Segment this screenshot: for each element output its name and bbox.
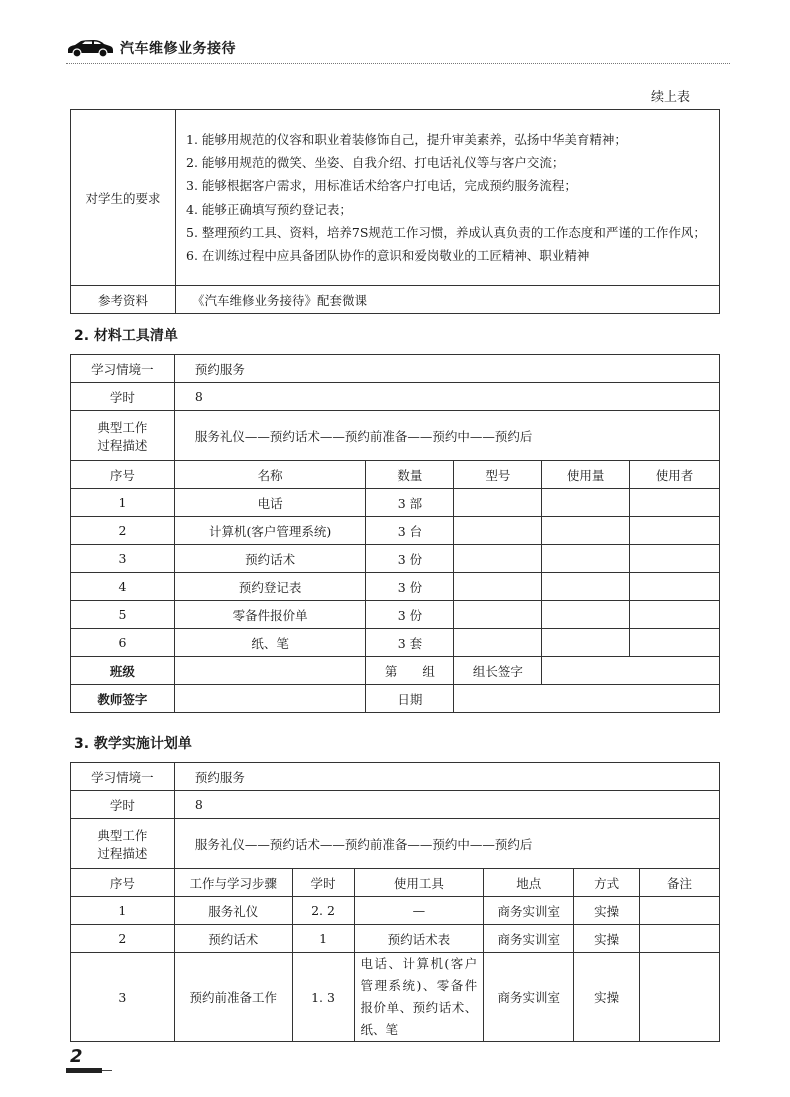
hours-label: 学时 <box>71 791 175 819</box>
requirement-item: 4. 能够正确填写预约登记表； <box>186 201 352 217</box>
cell: 电话、计算机(客户管理系统)、零备件报价单、预约话术、纸、笔 <box>354 953 484 1042</box>
continued-label: 续上表 <box>650 90 690 105</box>
hours-value: 8 <box>174 791 719 819</box>
cell: 1 <box>292 925 354 953</box>
cell: 电话 <box>174 489 366 517</box>
cell: 纸、笔 <box>174 629 366 657</box>
cell <box>454 601 542 629</box>
cell: 预约话术 <box>174 545 366 573</box>
cell: 3 份 <box>366 545 454 573</box>
cell <box>630 573 720 601</box>
table-row <box>71 573 720 601</box>
column-header: 方式 <box>574 869 640 897</box>
process-label-line: 过程描述 <box>97 845 148 861</box>
hours-label: 学时 <box>71 383 175 411</box>
column-header: 学时 <box>292 869 354 897</box>
teaching-plan-table <box>70 762 720 1042</box>
cell: 商务实训室 <box>484 897 574 925</box>
table-row <box>71 517 720 545</box>
cell <box>454 545 542 573</box>
cell <box>542 573 630 601</box>
cell: 2. 2 <box>292 897 354 925</box>
cell <box>630 489 720 517</box>
process-label <box>71 819 175 869</box>
cell: 2 <box>71 925 175 953</box>
cell: 3 部 <box>366 489 454 517</box>
requirements-table <box>70 109 720 314</box>
cell <box>640 897 720 925</box>
class-label: 班级 <box>71 657 175 685</box>
cell: 商务实训室 <box>484 925 574 953</box>
cell <box>630 517 720 545</box>
requirement-item: 3. 能够根据客户需求，用标准话术给客户打电话，完成预约服务流程； <box>186 178 577 194</box>
teacher-signature-label: 教师签字 <box>71 685 175 713</box>
group-label: 第 组 <box>366 657 454 685</box>
cell: 实操 <box>574 953 640 1042</box>
cell <box>542 545 630 573</box>
table-row <box>71 897 720 925</box>
column-header: 备注 <box>640 869 720 897</box>
cell: 零备件报价单 <box>174 601 366 629</box>
cell: 预约话术 <box>174 925 292 953</box>
header-divider <box>66 63 730 64</box>
column-header: 地点 <box>484 869 574 897</box>
reference-label: 参考资料 <box>71 286 176 314</box>
column-header: 使用量 <box>542 461 630 489</box>
column-header: 序号 <box>71 869 175 897</box>
cell: 3 <box>71 545 175 573</box>
table-header-row <box>71 461 720 489</box>
requirements-label: 对学生的要求 <box>71 110 176 286</box>
page-header <box>66 36 730 62</box>
header-title: 汽车维修业务接待 <box>120 41 236 57</box>
cell <box>542 601 630 629</box>
page-number: 2 <box>70 1046 83 1067</box>
situation-label: 学习情境一 <box>71 355 175 383</box>
table-row <box>71 925 720 953</box>
process-label-line: 过程描述 <box>97 437 148 453</box>
cell: 计算机(客户管理系统) <box>174 517 366 545</box>
column-header: 使用工具 <box>354 869 484 897</box>
column-header: 数量 <box>366 461 454 489</box>
cell <box>630 601 720 629</box>
table-row <box>71 545 720 573</box>
cell: 实操 <box>574 925 640 953</box>
cell <box>630 545 720 573</box>
cell: 1. 3 <box>292 953 354 1042</box>
cell: — <box>354 897 484 925</box>
page-number-bar-tail <box>102 1070 112 1071</box>
cell: 3 套 <box>366 629 454 657</box>
page-number-bar <box>66 1068 102 1073</box>
column-header: 工作与学习步骤 <box>174 869 292 897</box>
cell: 预约登记表 <box>174 573 366 601</box>
cell: 服务礼仪 <box>174 897 292 925</box>
process-label <box>71 411 175 461</box>
cell: 6 <box>71 629 175 657</box>
cell <box>454 517 542 545</box>
cell <box>640 925 720 953</box>
table-row <box>71 629 720 657</box>
car-icon <box>66 38 114 58</box>
section-title-materials: 2. 材料工具清单 <box>74 328 178 344</box>
cell <box>454 489 542 517</box>
requirement-item: 6. 在训练过程中应具备团队协作的意识和爱岗敬业的工匠精神、职业精神 <box>186 247 590 263</box>
column-header: 型号 <box>454 461 542 489</box>
cell: 3 份 <box>366 601 454 629</box>
cell: 1 <box>71 897 175 925</box>
date-value <box>454 685 720 713</box>
leader-signature-label: 组长签字 <box>454 657 542 685</box>
column-header: 使用者 <box>630 461 720 489</box>
hours-value: 8 <box>174 383 719 411</box>
materials-table <box>70 354 720 713</box>
cell <box>630 629 720 657</box>
cell <box>542 489 630 517</box>
cell <box>640 953 720 1042</box>
requirement-item: 2. 能够用规范的微笑、坐姿、自我介绍、打电话礼仪等与客户交流； <box>186 155 565 171</box>
table-row <box>71 953 720 1042</box>
cell <box>454 629 542 657</box>
cell: 2 <box>71 517 175 545</box>
teacher-signature-value <box>174 685 366 713</box>
date-label: 日期 <box>366 685 454 713</box>
cell: 3 份 <box>366 573 454 601</box>
table-row <box>71 601 720 629</box>
situation-value: 预约服务 <box>174 763 719 791</box>
cell: 1 <box>71 489 175 517</box>
section-title-plan: 3. 教学实施计划单 <box>74 736 192 752</box>
cell: 实操 <box>574 897 640 925</box>
cell: 3 <box>71 953 175 1042</box>
table-row <box>71 489 720 517</box>
cell <box>454 573 542 601</box>
process-value: 服务礼仪——预约话术——预约前准备——预约中——预约后 <box>174 819 719 869</box>
cell: 3 台 <box>366 517 454 545</box>
cell: 5 <box>71 601 175 629</box>
cell <box>542 517 630 545</box>
requirement-item: 5. 整理预约工具、资料，培养7S规范工作习惯，养成认真负责的工作态度和严谨的工作作风； <box>186 224 706 240</box>
process-value: 服务礼仪——预约话术——预约前准备——预约中——预约后 <box>174 411 719 461</box>
requirements-list <box>176 110 720 286</box>
column-header: 名称 <box>174 461 366 489</box>
table-header-row <box>71 869 720 897</box>
cell: 4 <box>71 573 175 601</box>
cell: 商务实训室 <box>484 953 574 1042</box>
cell: 预约话术表 <box>354 925 484 953</box>
requirement-item: 1. 能够用规范的仪容和职业着装修饰自己，提升审美素养，弘扬中华美育精神； <box>186 131 627 147</box>
situation-label: 学习情境一 <box>71 763 175 791</box>
leader-signature-value <box>542 657 720 685</box>
class-value <box>174 657 366 685</box>
process-label-line: 典型工作 <box>97 827 148 843</box>
process-label-line: 典型工作 <box>97 419 148 435</box>
column-header: 序号 <box>71 461 175 489</box>
reference-value: 《汽车维修业务接待》配套微课 <box>176 286 720 314</box>
cell: 预约前准备工作 <box>174 953 292 1042</box>
cell <box>542 629 630 657</box>
situation-value: 预约服务 <box>174 355 719 383</box>
